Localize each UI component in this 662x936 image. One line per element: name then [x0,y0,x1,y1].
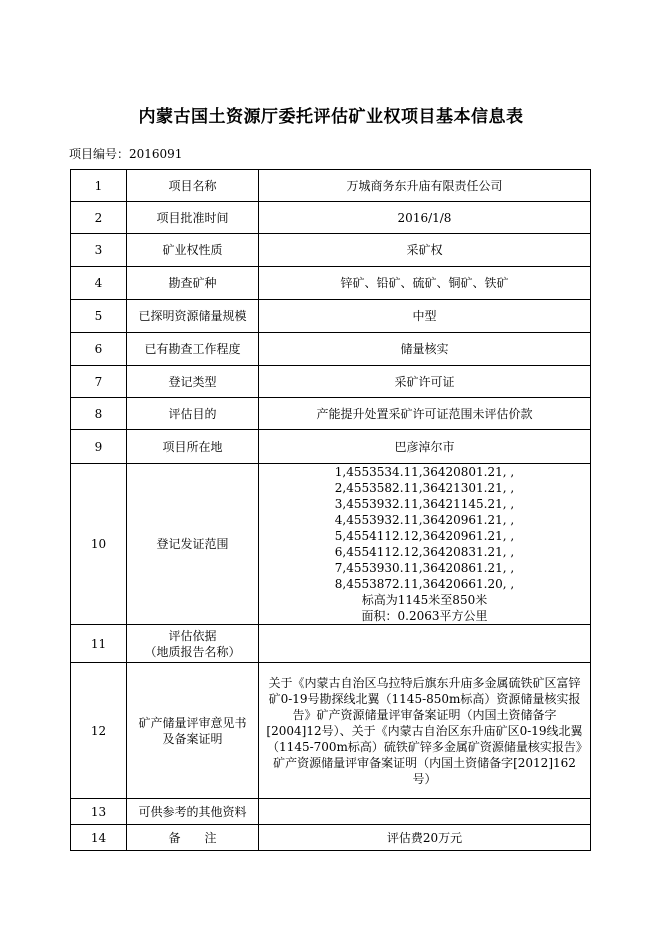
field-value: 储量核实 [259,333,591,366]
field-value: 采矿许可证 [259,366,591,398]
info-table [70,169,591,851]
row-number: 4 [71,267,127,300]
field-label [127,663,259,799]
coordinate-line: 1,4553534.11,36420801.21, , [334,465,515,479]
table-row [71,825,591,851]
field-label: 已有勘查工作程度 [127,333,259,366]
row-number: 13 [71,799,127,825]
row-number: 8 [71,398,127,430]
field-label: 项目所在地 [127,430,259,464]
field-label: 项目名称 [127,170,259,202]
row-number: 3 [71,234,127,267]
coordinate-line: 5,4554112.12,36420961.21, , [334,529,515,543]
row-number: 14 [71,825,127,851]
table-row [71,366,591,398]
table-row [71,333,591,366]
field-label: 矿业权性质 [127,234,259,267]
field-label: 勘查矿种 [127,267,259,300]
field-value: 中型 [259,300,591,333]
coordinate-line: 3,4553932.11,36421145.21, , [334,497,515,511]
field-label-line: （地质报告名称） [144,644,241,659]
table-row [71,799,591,825]
row-number: 5 [71,300,127,333]
field-value: 采矿权 [259,234,591,267]
page-title: 内蒙古国土资源厅委托评估矿业权项目基本信息表 [138,107,524,127]
coordinate-line: 4,4553932.11,36420961.21, , [334,513,515,527]
project-number: 项目编号：2016091 [69,147,183,161]
field-label: 备 注 [127,825,259,851]
table-row [71,663,591,799]
row-number: 11 [71,625,127,663]
row-number: 12 [71,663,127,799]
field-label: 评估目的 [127,398,259,430]
reserve-approval-text: 关于《内蒙古自治区乌拉特后旗东升庙多金属硫铁矿区富锌矿0-19号勘探线北翼（1145-850m标高）资源储量核实报告》矿产资源储量评审备案证明（内国土资储备字[2004]12号）、关于《内蒙古自治区东升庙矿区0-19线北翼（1145-700m标高）硫铁矿锌多金属矿资源储量核实报告》矿产资源储量评审备案证明（内国土资储备字[2012]162号） [266,675,583,786]
field-value: 万城商务东升庙有限责任公司 [259,170,591,202]
table-row [71,398,591,430]
area-line: 面积：0.2063平方公里 [361,609,488,623]
table-row [71,625,591,663]
row-number: 7 [71,366,127,398]
field-label: 登记发证范围 [127,464,259,625]
table-row [71,430,591,464]
field-value: 产能提升处置采矿许可证范围未评估价款 [259,398,591,430]
coordinate-line: 8,4553872.11,36420661.20, , [334,577,515,591]
table-row [71,202,591,234]
field-label: 可供参考的其他资料 [127,799,259,825]
field-value [259,625,591,663]
field-value: 巴彦淖尔市 [259,430,591,464]
field-label: 登记类型 [127,366,259,398]
elevation-line: 标高为1145米至850米 [361,593,488,607]
coordinate-line: 7,4553930.11,36420861.21, , [334,561,515,575]
table-row [71,234,591,267]
coordinate-range-cell [259,464,591,625]
coordinate-line: 6,4554112.12,36420831.21, , [334,545,515,559]
field-label-line: 评估依据 [168,628,217,643]
table-row [71,464,591,625]
field-value [259,799,591,825]
coordinate-line: 2,4553582.11,36421301.21, , [334,481,515,495]
field-value [259,663,591,799]
field-label: 已探明资源储量规模 [127,300,259,333]
row-number: 9 [71,430,127,464]
table-row [71,267,591,300]
field-label-line: 及备案证明 [162,731,223,746]
table-row [71,170,591,202]
row-number: 6 [71,333,127,366]
field-value: 锌矿、铅矿、硫矿、铜矿、铁矿 [259,267,591,300]
field-value: 2016/1/8 [259,202,591,234]
field-label: 项目批准时间 [127,202,259,234]
field-label [127,625,259,663]
row-number: 1 [71,170,127,202]
table-row [71,300,591,333]
field-label-line: 矿产储量评审意见书 [138,715,247,730]
row-number: 10 [71,464,127,625]
field-value: 评估费20万元 [259,825,591,851]
row-number: 2 [71,202,127,234]
